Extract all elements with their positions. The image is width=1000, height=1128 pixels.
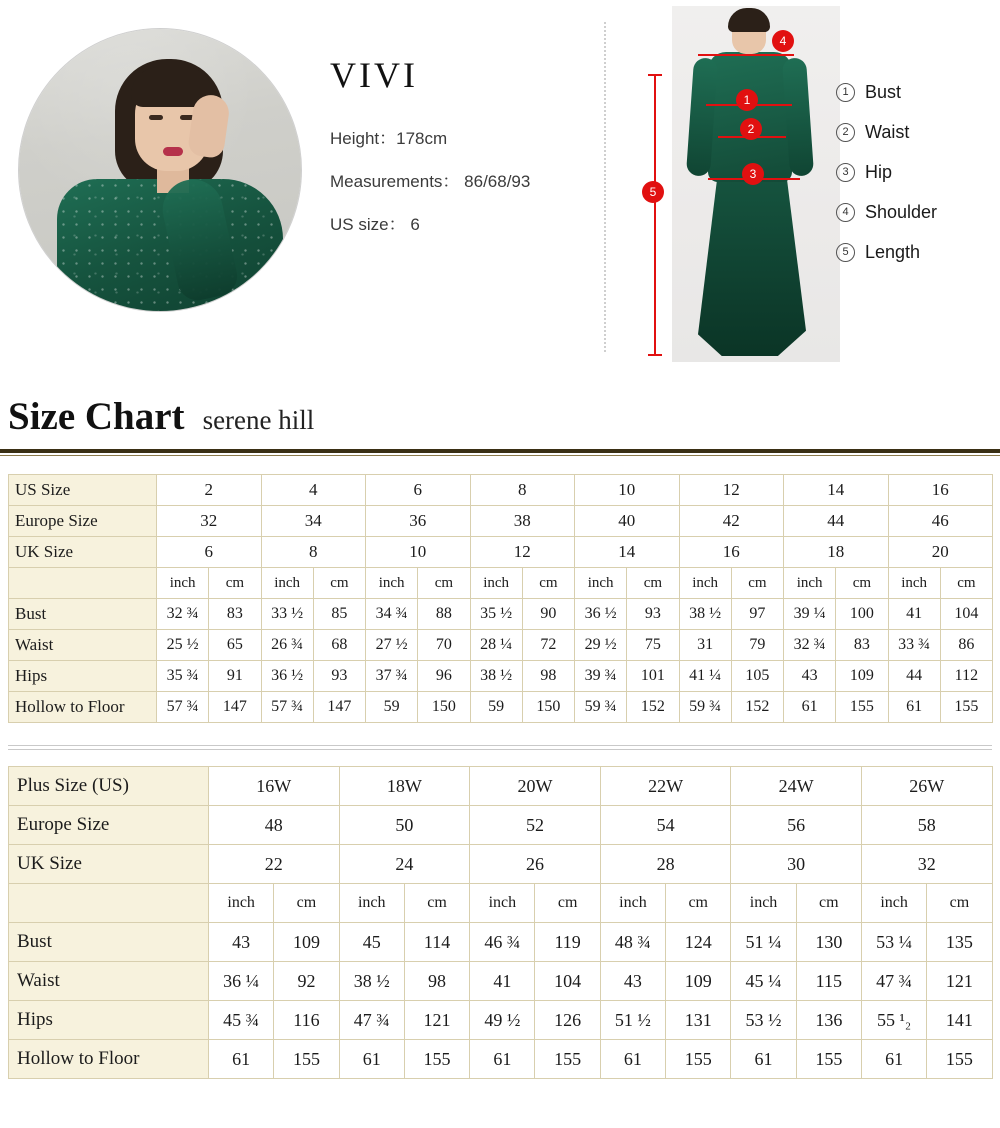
table-cell: 22 [209,845,340,884]
table-cell: inch [888,568,940,599]
table-cell: 72 [522,630,574,661]
legend-item-bust [836,82,996,103]
table-cell: cm [927,884,992,923]
table-cell: 61 [209,1040,274,1079]
row-header: Plus Size (US) [9,767,209,806]
table-cell: 47 ¾ [339,1001,404,1040]
table-cell: 109 [836,661,888,692]
table-cell: 53 ½ [731,1001,796,1040]
table-cell: 53 ¼ [861,923,926,962]
table-cell: 136 [796,1001,861,1040]
model-measurements [330,167,600,192]
table-cell: 45 ¼ [731,962,796,1001]
table-cell: 14 [575,537,680,568]
table-cell: 36 [366,506,471,537]
standard-size-table [8,474,993,723]
table-cell: 2 [157,475,262,506]
table-cell: 36 ¼ [209,962,274,1001]
table-row [9,1001,993,1040]
legend-num-icon: 2 [836,123,855,142]
marker-shoulder: 4 [772,30,794,52]
table-row [9,767,993,806]
legend-label: Hip [865,162,893,182]
row-header: Hollow to Floor [9,692,157,723]
table-cell: 46 ¾ [470,923,535,962]
model-header-section [0,0,1000,380]
table-cell: 51 ½ [600,1001,665,1040]
table-cell: 38 ½ [470,661,522,692]
table-cell: 83 [836,630,888,661]
table-cell: cm [940,568,992,599]
row-header: Hips [9,661,157,692]
table-cell: 70 [418,630,470,661]
table-cell: 50 [339,806,470,845]
table-cell: cm [404,884,469,923]
table-cell: 58 [861,806,992,845]
table-cell: 61 [888,692,940,723]
model-us-size-value: 6 [410,215,420,234]
table-cell: 109 [274,923,339,962]
table-cell: 155 [666,1040,731,1079]
table-cell: 41 ¼ [679,661,731,692]
page-title: Size Chart [8,395,185,438]
table-row [9,599,993,630]
table-row [9,692,993,723]
table-cell: 38 ½ [679,599,731,630]
table-cell: 26 [470,845,601,884]
table-row [9,962,993,1001]
table-cell: 24W [731,767,862,806]
table-cell: 96 [418,661,470,692]
table-cell: 104 [535,962,600,1001]
marker-length: 5 [642,181,664,203]
marker-bust: 1 [736,89,758,111]
table-cell: cm [209,568,261,599]
table-cell: 152 [627,692,679,723]
table-cell: 46 [888,506,993,537]
table-cell: inch [366,568,418,599]
table-cell: cm [627,568,679,599]
table-cell: inch [679,568,731,599]
table-cell: 35 ¾ [157,661,209,692]
table-cell: 112 [940,661,992,692]
table-cell: 48 [209,806,340,845]
table-cell: 105 [731,661,783,692]
table-cell: 119 [535,923,600,962]
legend-num-icon: 5 [836,243,855,262]
table-cell: 147 [209,692,261,723]
table-cell: 20W [470,767,601,806]
table-cell: 39 ¾ [575,661,627,692]
table-cell: inch [261,568,313,599]
row-header: Hollow to Floor [9,1040,209,1079]
table-cell: 36 ½ [575,599,627,630]
table-cell: 155 [535,1040,600,1079]
table-cell: cm [836,568,888,599]
table-row [9,537,993,568]
table-cell: 37 ¾ [366,661,418,692]
table-cell: 155 [836,692,888,723]
table-cell: cm [535,884,600,923]
legend-num-icon: 3 [836,163,855,182]
table-cell: 115 [796,962,861,1001]
table-cell: 32 [861,845,992,884]
model-lips [163,147,183,156]
section-divider-2 [8,749,992,750]
table-cell: 51 ¼ [731,923,796,962]
table-cell: 57 ¾ [157,692,209,723]
brand-name: serene hill [202,405,315,435]
table-cell: 48 ¾ [600,923,665,962]
model-us-size-label: US size： [330,215,406,234]
table-cell: 40 [575,506,680,537]
table-cell: 44 [784,506,889,537]
table-cell: 97 [731,599,783,630]
legend-item-shoulder [836,202,996,223]
table-cell: 36 ½ [261,661,313,692]
row-header: Bust [9,923,209,962]
table-cell: 155 [940,692,992,723]
row-header: Europe Size [9,806,209,845]
table-row [9,568,993,599]
figure-skirt [698,176,806,356]
table-cell: cm [313,568,365,599]
table-cell: 61 [339,1040,404,1079]
table-cell: 47 ¾ [861,962,926,1001]
table-cell: 68 [313,630,365,661]
table-row [9,845,993,884]
table-cell: 100 [836,599,888,630]
table-cell: 114 [404,923,469,962]
marker-hip: 3 [742,163,764,185]
table-cell: 34 ¾ [366,599,418,630]
table-cell: inch [784,568,836,599]
table-row [9,661,993,692]
legend-num-icon: 1 [836,83,855,102]
table-cell: 150 [418,692,470,723]
row-header: UK Size [9,537,157,568]
table-cell: 28 [600,845,731,884]
table-row [9,475,993,506]
standard-size-table-block [0,474,1000,723]
table-cell: 26 ¾ [261,630,313,661]
table-cell: 61 [784,692,836,723]
section-divider-1 [8,745,992,746]
table-cell: 147 [313,692,365,723]
title-rule-thick [0,449,1000,453]
legend-label: Shoulder [865,202,938,222]
table-cell: 79 [731,630,783,661]
table-cell: 26W [861,767,992,806]
table-cell: inch [861,884,926,923]
table-cell: 32 ¾ [157,599,209,630]
table-cell: 104 [940,599,992,630]
table-cell: inch [339,884,404,923]
table-cell: 90 [522,599,574,630]
row-header [9,884,209,923]
table-cell: 16W [209,767,340,806]
table-cell: 16 [888,475,993,506]
table-cell: cm [796,884,861,923]
table-cell: 33 ½ [261,599,313,630]
table-cell: 55 ¹₂ [861,1001,926,1040]
table-cell: 32 ¾ [784,630,836,661]
table-cell: 155 [927,1040,992,1079]
table-cell: 27 ½ [366,630,418,661]
title-rule-thin [0,455,1000,456]
model-us-size [330,210,600,235]
table-cell: 93 [313,661,365,692]
table-cell: 20 [888,537,993,568]
table-cell: 6 [157,537,262,568]
table-cell: 41 [470,962,535,1001]
table-cell: 30 [731,845,862,884]
table-cell: 43 [784,661,836,692]
table-cell: cm [274,884,339,923]
legend-num-icon: 4 [836,203,855,222]
table-row [9,923,993,962]
table-cell: 4 [261,475,366,506]
table-cell: 43 [209,923,274,962]
table-cell: cm [666,884,731,923]
table-cell: inch [470,568,522,599]
table-cell: 83 [209,599,261,630]
table-cell: 18W [339,767,470,806]
marker-waist: 2 [740,118,762,140]
table-cell: 25 ½ [157,630,209,661]
table-cell: 28 ¼ [470,630,522,661]
table-cell: 131 [666,1001,731,1040]
table-cell: inch [731,884,796,923]
row-header: Hips [9,1001,209,1040]
table-cell: 130 [796,923,861,962]
table-cell: 65 [209,630,261,661]
row-header: UK Size [9,845,209,884]
shoulder-measure-line [698,54,794,56]
table-cell: 45 [339,923,404,962]
table-cell: inch [209,884,274,923]
table-cell: cm [731,568,783,599]
table-cell: 12 [470,537,575,568]
table-cell: 152 [731,692,783,723]
table-cell: 31 [679,630,731,661]
legend-item-waist [836,122,996,143]
table-cell: 86 [940,630,992,661]
table-cell: 155 [796,1040,861,1079]
table-cell: 43 [600,962,665,1001]
table-cell: 18 [784,537,889,568]
table-cell: 49 ½ [470,1001,535,1040]
table-cell: 61 [861,1040,926,1079]
model-eye-left [149,115,163,120]
table-cell: 35 ½ [470,599,522,630]
table-cell: 126 [535,1001,600,1040]
model-photo [19,29,301,311]
table-cell: 41 [888,599,940,630]
table-cell: 54 [600,806,731,845]
model-photo-circle [18,28,302,312]
model-measurements-value: 86/68/93 [464,172,531,191]
table-cell: 91 [209,661,261,692]
measurement-figure [620,6,840,362]
table-row [9,506,993,537]
table-cell: 38 [470,506,575,537]
table-row [9,1040,993,1079]
row-header [9,568,157,599]
table-cell: 88 [418,599,470,630]
table-cell: 61 [731,1040,796,1079]
table-cell: 22W [600,767,731,806]
table-cell: 59 [366,692,418,723]
table-cell: inch [600,884,665,923]
vertical-dashed-divider [604,22,606,352]
table-cell: 8 [470,475,575,506]
table-cell: cm [522,568,574,599]
model-height: Height：178cm [330,129,448,148]
table-cell: 6 [366,475,471,506]
legend-item-length [836,242,996,263]
table-cell: 59 [470,692,522,723]
table-cell: 155 [274,1040,339,1079]
table-cell: 116 [274,1001,339,1040]
table-cell: 38 ½ [339,962,404,1001]
table-cell: inch [157,568,209,599]
table-cell: 93 [627,599,679,630]
length-ruler-icon [654,74,656,356]
table-cell: 121 [927,962,992,1001]
table-cell: 109 [666,962,731,1001]
table-cell: 44 [888,661,940,692]
table-cell: 56 [731,806,862,845]
table-cell: 59 ¾ [679,692,731,723]
table-cell: 42 [679,506,784,537]
table-cell: 10 [366,537,471,568]
row-header: US Size [9,475,157,506]
table-cell: 12 [679,475,784,506]
table-cell: 121 [404,1001,469,1040]
table-cell: 45 ¾ [209,1001,274,1040]
table-cell: 75 [627,630,679,661]
legend-label: Waist [865,122,910,142]
table-cell: 59 ¾ [575,692,627,723]
table-cell: 85 [313,599,365,630]
table-cell: 33 ¾ [888,630,940,661]
table-row [9,630,993,661]
legend-label: Bust [865,82,902,102]
plus-size-table-block [0,766,1000,1079]
table-cell: 57 ¾ [261,692,313,723]
table-cell: 8 [261,537,366,568]
table-cell: 34 [261,506,366,537]
table-row [9,806,993,845]
table-cell: 39 ¼ [784,599,836,630]
table-cell: 16 [679,537,784,568]
table-cell: 124 [666,923,731,962]
table-cell: cm [418,568,470,599]
table-cell: 98 [522,661,574,692]
table-cell: 32 [157,506,262,537]
plus-size-table [8,766,993,1079]
table-cell: inch [470,884,535,923]
table-cell: 52 [470,806,601,845]
row-header: Waist [9,962,209,1001]
legend-item-hip [836,162,996,183]
size-chart-title [0,394,1000,439]
row-header: Waist [9,630,157,661]
measurement-legend [836,82,996,282]
model-measurements-label: Measurements： [330,172,460,191]
table-cell: 14 [784,475,889,506]
table-cell: 29 ½ [575,630,627,661]
table-cell: 92 [274,962,339,1001]
model-info [330,54,600,253]
table-cell: 61 [600,1040,665,1079]
table-cell: 101 [627,661,679,692]
table-cell: 10 [575,475,680,506]
table-cell: 98 [404,962,469,1001]
table-cell: 61 [470,1040,535,1079]
table-cell: 155 [404,1040,469,1079]
table-cell: 141 [927,1001,992,1040]
legend-label: Length [865,242,921,262]
table-cell: 150 [522,692,574,723]
table-cell: 24 [339,845,470,884]
row-header: Bust [9,599,157,630]
table-cell: 135 [927,923,992,962]
model-name: VIVI [330,55,418,95]
table-row [9,884,993,923]
table-cell: inch [575,568,627,599]
row-header: Europe Size [9,506,157,537]
